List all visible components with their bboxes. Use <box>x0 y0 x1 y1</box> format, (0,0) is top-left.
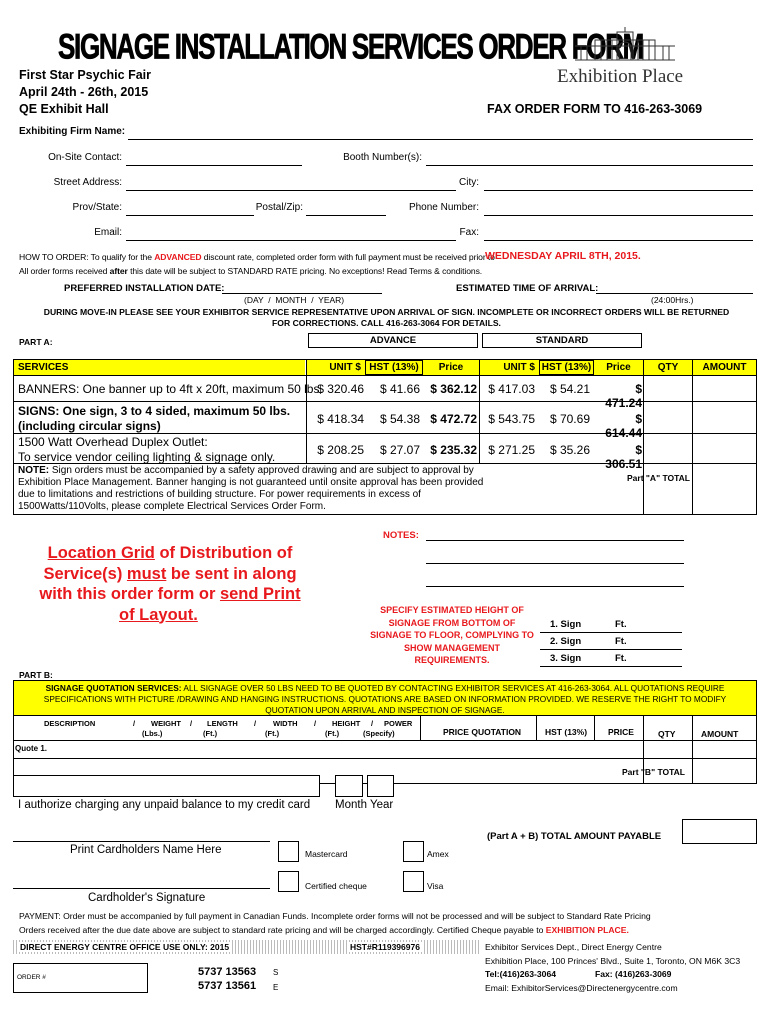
contact-block <box>485 941 765 995</box>
col-height: HEIGHT <box>332 719 361 728</box>
grid-line3b: send Print <box>219 585 301 603</box>
authorize-text: I authorize charging any unpaid balance to my credit card <box>18 799 311 811</box>
col-weight-unit: (Lbs.) <box>142 729 163 738</box>
quotation-banner <box>13 680 757 716</box>
col-power-unit: (Specify) <box>363 729 395 738</box>
preferred-date-field[interactable] <box>222 293 382 294</box>
unit-standard: $ 417.03 <box>488 382 535 396</box>
notes-line-3[interactable] <box>426 586 684 587</box>
height-instruction: SPECIFY ESTIMATED HEIGHT OF SIGNAGE FROM BOTTOM OF SIGNAGE TO FLOOR, COMPLYING TO SHOW MANAGEMENT REQUIREMENTS. <box>370 605 534 665</box>
col-description: DESCRIPTION <box>44 719 96 728</box>
preferred-date-label: PREFERRED INSTALLATION DATE: <box>64 283 225 294</box>
total-payable-label: (Part A + B) TOTAL AMOUNT PAYABLE <box>487 831 662 842</box>
signature-label: Cardholder's Signature <box>88 892 206 904</box>
hst-advance: $ 27.07 <box>379 443 420 457</box>
order-number-field[interactable] <box>13 963 148 993</box>
part-a-total-label: Part "A" TOTAL <box>627 473 690 483</box>
sign-3-unit: Ft. <box>615 653 627 664</box>
arrival-time-field[interactable] <box>596 293 753 294</box>
service-name: BANNERS: One banner up to 4ft x 20ft, maximum 50 lbs. <box>18 382 323 396</box>
dept-tel: Tel:(416)263-3064 <box>485 969 557 979</box>
col-price-advance: Price <box>423 360 479 375</box>
credit-card-number-field[interactable] <box>13 775 320 797</box>
account-code-2-suffix: E <box>273 983 279 992</box>
service-name: SIGNS: One sign, 3 to 4 sided, maximum 50 lbs. <box>18 404 291 418</box>
part-a-note <box>18 465 488 513</box>
col-qty: QTY <box>658 729 676 739</box>
price-standard: $ 614.44 <box>605 412 642 440</box>
amex-label: Amex <box>427 849 449 859</box>
part-a-label: PART A: <box>19 337 53 347</box>
col-price: PRICE <box>608 727 634 737</box>
col-hst-advance: HST (13%) <box>365 360 423 375</box>
onsite-contact-label: On-Site Contact: <box>48 152 122 163</box>
notes-label: NOTES: <box>383 530 419 541</box>
street-address-field[interactable] <box>126 190 456 191</box>
phone-number-field[interactable] <box>484 215 753 216</box>
col-length: LENGTH <box>207 719 238 728</box>
mastercard-label: Mastercard <box>305 849 348 859</box>
signature-field[interactable] <box>13 888 270 889</box>
cardholder-name-field[interactable] <box>13 841 270 842</box>
quote-1-label: Quote 1. <box>15 744 48 753</box>
arrival-time-label: ESTIMATED TIME OF ARRIVAL: <box>456 283 599 294</box>
note-label: NOTE: <box>18 465 50 476</box>
col-unit-advance: UNIT $ <box>307 360 365 375</box>
sign-height-table <box>540 615 682 667</box>
col-slash: / <box>254 719 257 728</box>
event-dates: April 24th - 26th, 2015 <box>19 85 149 99</box>
part-b-headers <box>0 719 770 739</box>
qty-input[interactable] <box>644 376 692 401</box>
part-b-label: PART B: <box>19 670 53 680</box>
grid-line1a: Location Grid <box>47 544 155 562</box>
price-standard: $ 306.51 <box>605 443 642 471</box>
col-width: WIDTH <box>273 719 298 728</box>
form-title: SIGNAGE INSTALLATION SERVICES ORDER FORM <box>58 26 644 67</box>
hst-advance: $ 41.66 <box>379 382 420 396</box>
part-b-total-field[interactable] <box>693 759 756 783</box>
visa-label: Visa <box>427 881 444 891</box>
advance-heading: ADVANCE <box>308 333 478 348</box>
payment-terms-2 <box>19 925 629 935</box>
hst-standard: $ 54.21 <box>549 382 590 396</box>
quotation-title: SIGNAGE QUOTATION SERVICES: <box>45 683 182 693</box>
account-code-2: 5737 13561 <box>198 980 257 992</box>
col-hst-standard: HST (13%) <box>539 360 594 375</box>
how-to-order-suffix: discount rate, completed order form with full payment must be received prior to <box>201 252 495 262</box>
col-power: POWER <box>384 719 413 728</box>
email-field[interactable] <box>126 240 456 241</box>
certified-cheque-checkbox[interactable] <box>278 871 299 892</box>
quotation-text: ALL SIGNAGE OVER 50 LBS NEED TO BE QUOTED BY CONTACTING EXHIBITOR SERVICES AT 416-263-3064. ALL QUOTATIONS REQUIRE SPECIFICATIONS WITH PICTURE /DRAWING AND HANGING INSTRUCTIONS. QUOTATIONS ARE BASED ON INFORMATION PROVIDED. WE RESERVE THE RIGHT TO MODIFY QUOTATION UPON ARRIVAL AND INSPECTION OF SIGNAGE. <box>43 683 727 715</box>
col-price-quotation: PRICE QUOTATION <box>443 727 522 737</box>
sign-2-label: 2. Sign <box>550 636 582 647</box>
grid-line2c: be sent in along <box>166 564 297 583</box>
sign-1-unit: Ft. <box>615 619 627 630</box>
unit-advance: $ 320.46 <box>317 382 364 396</box>
venue: QE Exhibit Hall <box>19 102 109 116</box>
exhibiting-firm-field[interactable] <box>128 139 753 140</box>
price-advance: $ 235.32 <box>430 443 477 457</box>
email-label: Email: <box>94 227 122 238</box>
col-services: SERVICES <box>14 360 305 375</box>
dept-email[interactable]: Email: ExhibitorServices@Directenergycentre.com <box>485 982 678 993</box>
notes-line-1[interactable] <box>426 540 684 541</box>
hst-number: HST#R119396976 <box>350 942 420 952</box>
fax-label: Fax: <box>459 227 479 238</box>
city-field[interactable] <box>484 190 753 191</box>
unit-standard: $ 271.25 <box>488 443 535 457</box>
dept-address: Exhibition Place, 100 Princes' Blvd., Suite 1, Toronto, ON M6K 3C3 <box>485 955 741 966</box>
street-address-label: Street Address: <box>53 177 122 188</box>
grid-line3a: with this order form or <box>39 585 220 603</box>
col-slash: / <box>190 719 193 728</box>
sign-2-unit: Ft. <box>615 636 627 647</box>
unit-standard: $ 543.75 <box>488 412 535 426</box>
col-length-unit: (Ft.) <box>203 729 218 738</box>
print-name-label: Print Cardholders Name Here <box>70 844 222 856</box>
booth-numbers-field[interactable] <box>426 165 753 166</box>
col-width-unit: (Ft.) <box>265 729 280 738</box>
postal-zip-field[interactable] <box>306 215 386 216</box>
how-to-order-text <box>19 250 495 278</box>
unit-advance: $ 208.25 <box>317 443 364 457</box>
amex-checkbox[interactable] <box>403 841 424 862</box>
advanced-rate-word: ADVANCED <box>154 252 202 262</box>
col-amount: AMOUNT <box>701 729 739 739</box>
col-weight: WEIGHT <box>151 719 181 728</box>
service-detail: To service vendor ceiling lighting & signage only. <box>18 450 276 464</box>
fax-field[interactable] <box>484 240 753 241</box>
col-unit-standard: UNIT $ <box>480 360 539 375</box>
service-detail: (including circular signs) <box>18 419 161 433</box>
postal-zip-label: Postal/Zip: <box>255 202 303 213</box>
grid-line1b: of Distribution of <box>154 544 293 562</box>
account-code-1: 5737 13563 <box>198 966 257 978</box>
exhibiting-firm-label: Exhibiting Firm Name: <box>19 126 126 137</box>
dept-name: Exhibitor Services Dept., Direct Energy Centre <box>485 942 662 952</box>
after-word: after <box>109 266 128 276</box>
sign-3-label: 3. Sign <box>550 653 582 664</box>
office-use-label: DIRECT ENERGY CENTRE OFFICE USE ONLY: 2015 <box>20 942 230 952</box>
service-name: 1500 Watt Overhead Duplex Outlet: <box>18 435 208 449</box>
move-in-warning: DURING MOVE-IN PLEASE SEE YOUR EXHIBITOR SERVICE REPRESENTATIVE UPON ARRIVAL OF SIGN. INCOMPLETE OR INCORRECT ORDERS WILL BE RETURNED FOR CORRECTIONS. CALL 416-263-3064 FOR DETAILS. <box>43 307 730 328</box>
col-slash: / <box>133 719 136 728</box>
logo-text: Exhibition Place <box>557 66 684 87</box>
qty-input[interactable] <box>644 434 692 463</box>
col-hst: HST (13%) <box>545 727 588 737</box>
price-advance: $ 362.12 <box>430 382 477 396</box>
order-number-label: ORDER # <box>17 974 46 981</box>
how-to-order-prefix: HOW TO ORDER: To qualify for the <box>19 252 155 262</box>
sign-1-label: 1. Sign <box>550 619 582 630</box>
mastercard-checkbox[interactable] <box>278 841 299 862</box>
hst-advance: $ 54.38 <box>379 412 420 426</box>
phone-number-label: Phone Number: <box>408 202 479 213</box>
date-format-hint: (DAY / MONTH / YEAR) <box>244 295 345 305</box>
hst-standard: $ 70.69 <box>549 412 590 426</box>
col-slash: / <box>371 719 374 728</box>
prov-state-field[interactable] <box>126 215 254 216</box>
grid-line2a: Service(s) <box>43 564 127 583</box>
part-a-total-field[interactable] <box>693 464 756 514</box>
expiry-year-field[interactable] <box>367 775 394 797</box>
after-date-suffix: this date will be subject to STANDARD RATE pricing. No exceptions! Read Terms & conditions. <box>127 266 483 276</box>
event-name: First Star Psychic Fair <box>19 68 152 82</box>
price-advance: $ 472.72 <box>430 412 477 426</box>
col-qty: QTY <box>644 360 692 375</box>
payment-terms-1: PAYMENT: Order must be accompanied by full payment in Canadian Funds. Incomplete order forms will not be processed and will be subject to Standard Rate Pricing <box>19 911 651 921</box>
col-height-unit: (Ft.) <box>325 729 340 738</box>
location-grid-notice <box>20 543 320 625</box>
booth-numbers-label: Booth Number(s): <box>343 152 422 163</box>
after-date-prefix: All order forms received <box>19 266 110 276</box>
grid-line2b: must <box>126 564 167 583</box>
col-slash: / <box>314 719 317 728</box>
city-label: City: <box>459 177 479 188</box>
dept-fax: Fax: (416)263-3069 <box>595 969 672 979</box>
exhibition-place-logo <box>545 26 705 90</box>
certified-cheque-label: Certified cheque <box>305 881 367 891</box>
total-payable-field[interactable] <box>682 819 757 844</box>
expiry-month-field[interactable] <box>335 775 363 797</box>
unit-advance: $ 418.34 <box>317 412 364 426</box>
payee-name: EXHIBITION PLACE. <box>545 925 629 935</box>
prov-state-label: Prov/State: <box>72 202 122 213</box>
price-standard: $ 471.24 <box>605 382 642 410</box>
onsite-contact-field[interactable] <box>126 165 302 166</box>
col-amount: AMOUNT <box>693 360 756 375</box>
month-year-label: Month Year <box>335 799 394 811</box>
qty-input[interactable] <box>644 402 692 433</box>
note-text: Sign orders must be accompanied by a safety approved drawing and are subject to approval by Exhibition Place Management. Banner hanging is not guaranteed until onsite approval has been provided due to limitations and restrictions of building structure. For power requirements in excess of 1500Watts/110Volts, please complete Electrical Services Order Form. <box>18 465 484 512</box>
part-b-total-label: Part "B" TOTAL <box>622 767 685 777</box>
standard-heading: STANDARD <box>482 333 642 348</box>
account-code-1-suffix: S <box>273 968 279 977</box>
exhibition-place-gate-icon <box>545 26 705 66</box>
terms-2-text: Orders received after the due date above are subject to standard rate pricing and will be charged accordingly. Certified Cheque payable to <box>19 925 546 935</box>
order-deadline: WEDNESDAY APRIL 8TH, 2015. <box>485 250 641 262</box>
grid-line4: of Layout. <box>119 605 198 624</box>
fax-order-line: FAX ORDER FORM TO 416-263-3069 <box>487 102 703 116</box>
col-price-standard: Price <box>594 360 643 375</box>
time-format-hint: (24:00Hrs.) <box>651 295 694 305</box>
visa-checkbox[interactable] <box>403 871 424 892</box>
notes-line-2[interactable] <box>426 563 684 564</box>
hst-standard: $ 35.26 <box>549 443 590 457</box>
